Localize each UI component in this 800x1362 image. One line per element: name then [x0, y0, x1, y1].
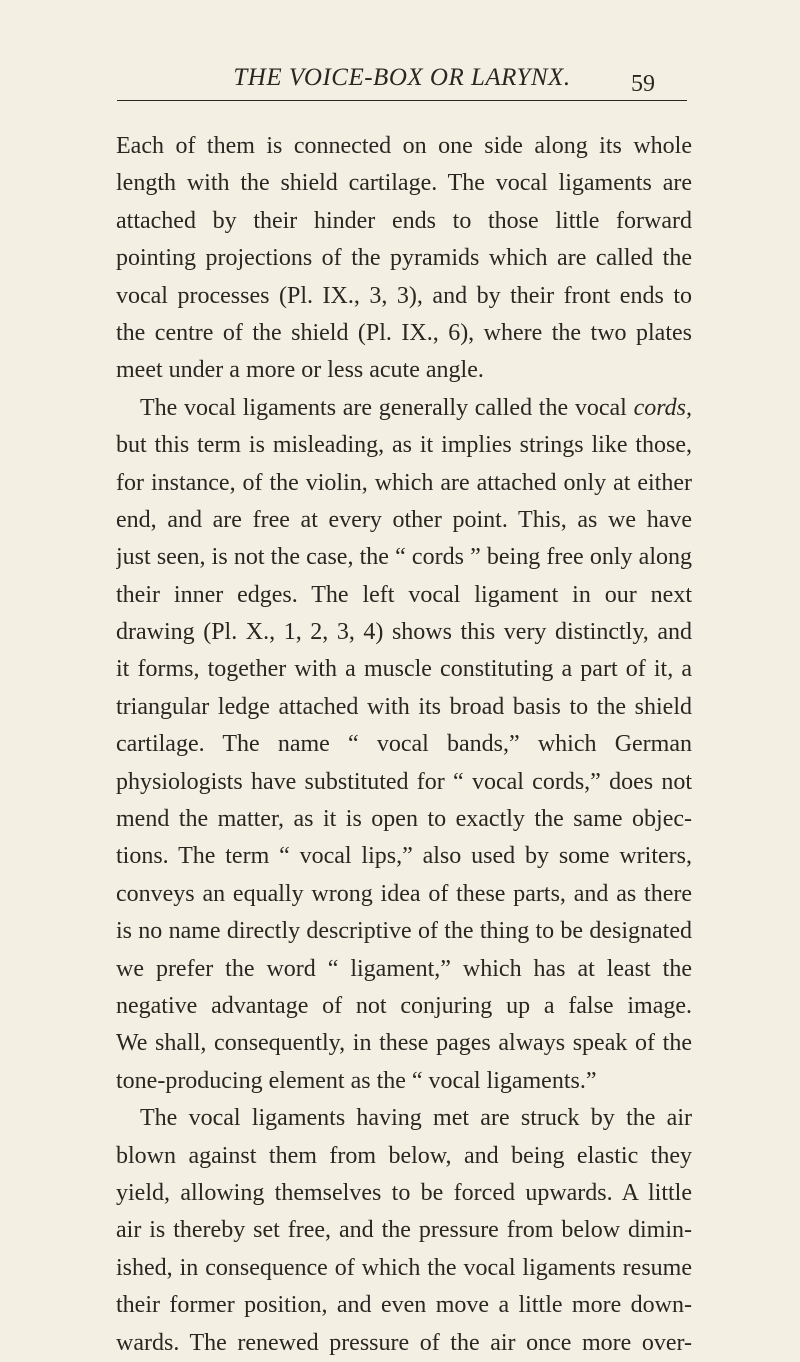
text-line: negative advantage of not conjuring up a false image. [116, 992, 692, 1019]
running-head [117, 62, 687, 106]
page-number: 59 [631, 71, 655, 97]
text-segment: The vocal ligaments are generally called the vocal [140, 394, 627, 421]
text-line: conveys an equally wrong idea of these parts, and as there [116, 880, 692, 907]
text-line: drawing (Pl. X., 1, 2, 3, 4) shows this very distinctly, and [116, 619, 692, 646]
text-line: triangular ledge attached with its broad basis to the shield [116, 693, 692, 720]
text-line: their former position, and even move a little more down- [116, 1292, 692, 1319]
text-line: for instance, of the violin, which are attached only at either [116, 469, 692, 496]
text-line: The vocal ligaments having met are struck by the air [140, 1105, 692, 1132]
text-line: pointing projections of the pyramids which are called the [116, 245, 692, 272]
text-line: we prefer the word “ ligament,” which has at least the [116, 955, 692, 982]
text-line [116, 390, 692, 427]
text-line: air is thereby set free, and the pressure from below dimin- [116, 1217, 692, 1244]
text-line: their inner edges. The left vocal ligament in our next [116, 581, 692, 608]
text-line: yield, allowing themselves to be forced upwards. A little [116, 1179, 692, 1206]
text-line: just seen, is not the case, the “ cords ” being free only along [116, 544, 692, 571]
text-line: blown against them from below, and being elastic they [116, 1142, 692, 1169]
text-line: the centre of the shield (Pl. IX., 6), where the two plates [116, 319, 692, 346]
text-line: ished, in consequence of which the vocal ligaments resume [116, 1254, 692, 1281]
text-line: mend the matter, as it is open to exactly the same objec- [116, 806, 692, 833]
text-line: it forms, together with a muscle constituting a part of it, a [116, 656, 692, 683]
header-rule [117, 100, 687, 101]
text-line: We shall, consequently, in these pages always speak of the [116, 1030, 692, 1057]
text-line: vocal processes (Pl. IX., 3, 3), and by their front ends to [116, 282, 692, 309]
text-line: meet under a more or less acute angle. [116, 357, 484, 384]
text-line: end, and are free at every other point. This, as we have [116, 506, 692, 533]
text-line: length with the shield cartilage. The vocal ligaments are [116, 170, 692, 197]
text-line: cartilage. The name “ vocal bands,” which German [116, 731, 692, 758]
text-line: wards. The renewed pressure of the air once more over- [116, 1329, 692, 1356]
italic-word: cords, [633, 394, 692, 421]
body-text [116, 128, 692, 1362]
text-line: physiologists have substituted for “ vocal cords,” does not [116, 768, 692, 795]
text-line: is no name directly descriptive of the thing to be designated [116, 918, 692, 945]
text-line: Each of them is connected on one side along its whole [116, 133, 692, 159]
text-line: tions. The term “ vocal lips,” also used by some writers, [116, 843, 692, 870]
text-line: but this term is misleading, as it implies strings like those, [116, 432, 692, 459]
text-line: attached by their hinder ends to those little forward [116, 207, 692, 234]
running-title: THE VOICE-BOX OR LARYNX. [233, 64, 571, 91]
text-line: tone-producing element as the “ vocal ligaments.” [116, 1067, 597, 1094]
